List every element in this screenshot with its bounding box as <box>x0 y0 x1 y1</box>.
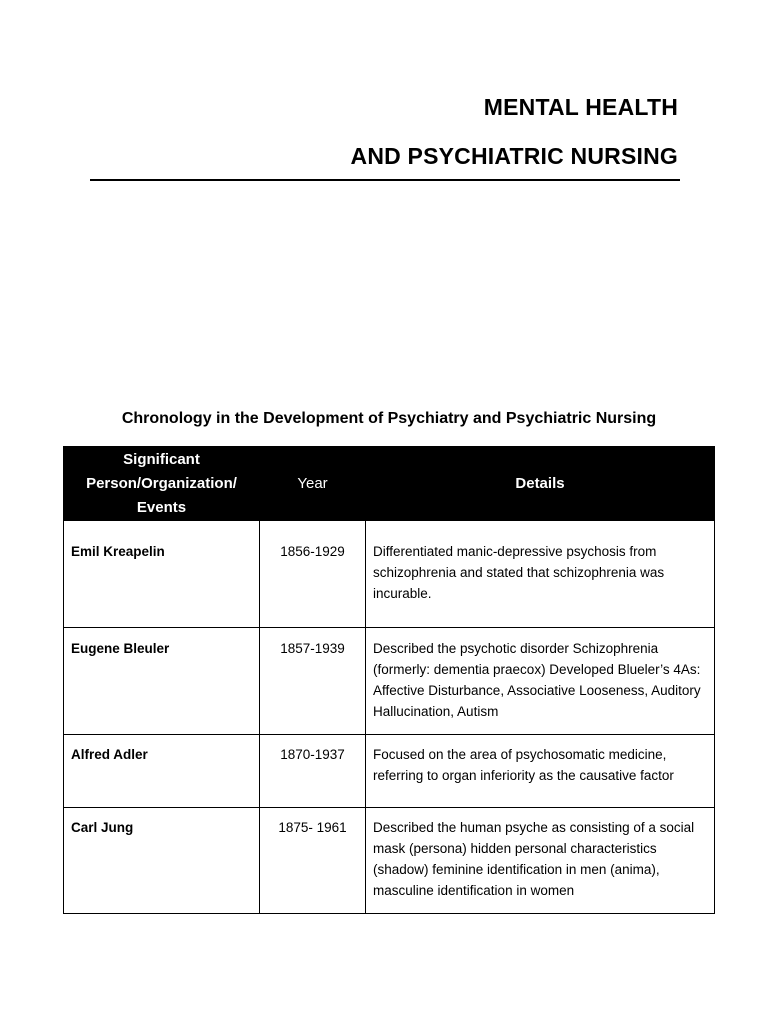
header-divider <box>90 179 680 181</box>
table-row <box>64 735 715 808</box>
document-header <box>90 94 678 170</box>
person-years: 1857-1939 <box>260 628 366 735</box>
person-years: 1870-1937 <box>260 735 366 808</box>
person-name: Alfred Adler <box>64 735 260 808</box>
table-row <box>64 808 715 914</box>
person-details: Differentiated manic-depressive psychosis from schizophrenia and stated that schizophrenia was incurable. <box>366 521 715 628</box>
table-header-row <box>64 447 715 521</box>
header-title-line-1: MENTAL HEALTH <box>483 94 678 120</box>
person-name: Carl Jung <box>64 808 260 914</box>
table-row <box>64 628 715 735</box>
table-title: Chronology in the Development of Psychiatry and Psychiatric Nursing <box>121 410 657 427</box>
chronology-table <box>63 446 715 914</box>
header-title-line-2: AND PSYCHIATRIC NURSING <box>350 143 678 169</box>
table-row <box>64 521 715 628</box>
person-years: 1856-1929 <box>260 521 366 628</box>
column-header-details: Details <box>366 447 715 521</box>
person-details: Focused on the area of psychosomatic medicine, referring to organ inferiority as the causative factor <box>366 735 715 808</box>
column-header-person: Significant Person/Organization/ Events <box>64 447 260 521</box>
column-header-year: Year <box>260 447 366 521</box>
person-name: Emil Kreapelin <box>64 521 260 628</box>
person-details: Described the psychotic disorder Schizophrenia (formerly: dementia praecox) Developed Blueler’s 4As: Affective Disturbance, Associative Looseness, Auditory Hallucination, Autism <box>366 628 715 735</box>
person-years: 1875- 1961 <box>260 808 366 914</box>
person-details: Described the human psyche as consisting of a social mask (persona) hidden personal characteristics (shadow) feminine identification in men (anima), masculine identification in women <box>366 808 715 914</box>
person-name: Eugene Bleuler <box>64 628 260 735</box>
